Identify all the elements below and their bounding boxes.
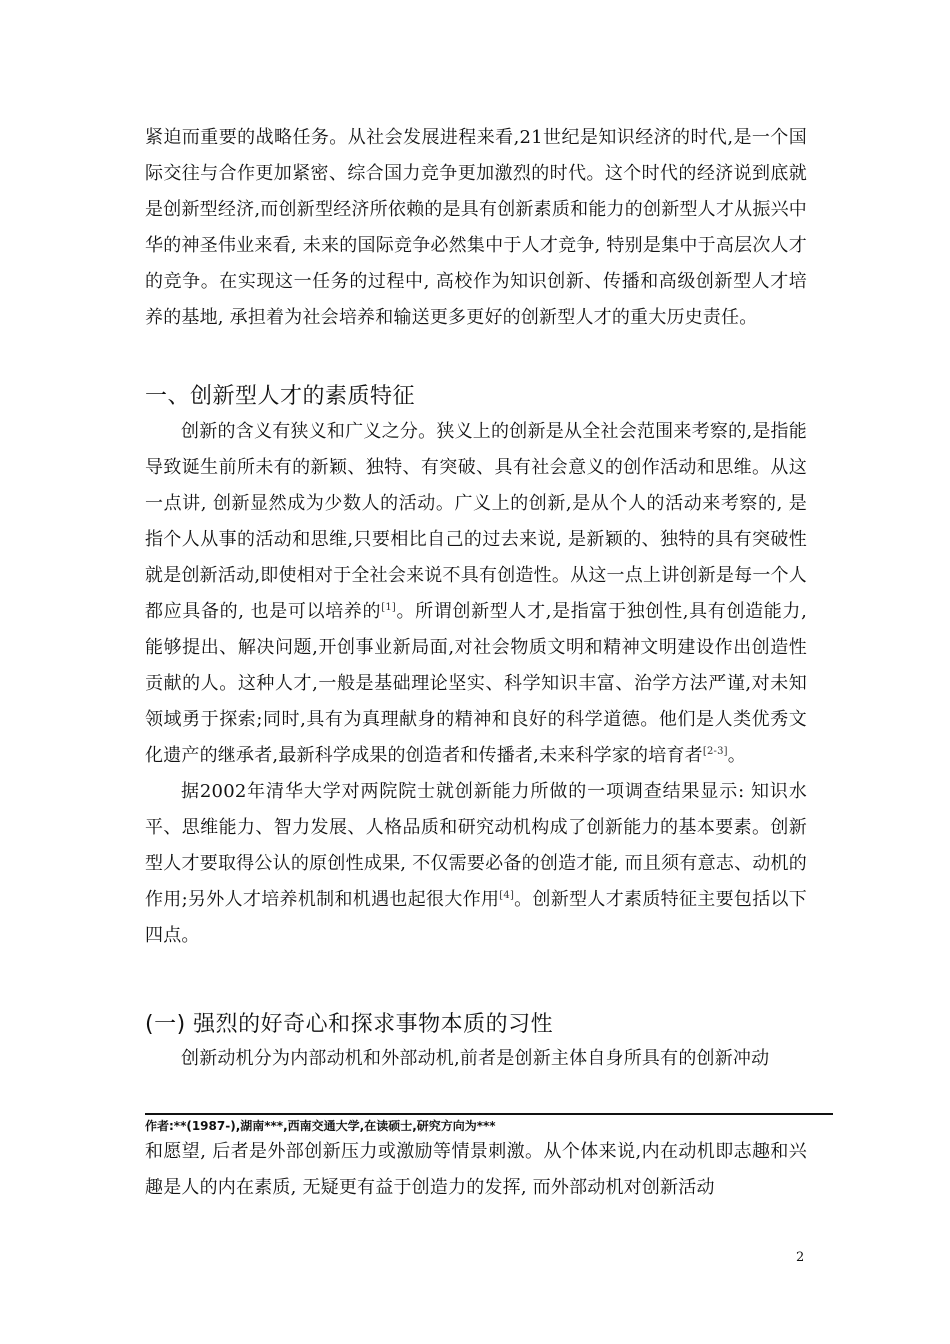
paragraph-text: 。创新型人才素质特征主要包括以下四点。 xyxy=(145,889,808,946)
intro-paragraph xyxy=(145,120,807,336)
paragraph-motivation: 创新动机分为内部动机和外部动机,前者是创新主体自身所具有的创新冲动 xyxy=(181,1048,770,1069)
continuation-text: 和愿望, 后者是外部创新压力或激励等情景刺激。从个体来说,内在动机即志趣和兴趣是人的内在素质, 无疑更有益于创造力的发挥, 而外部动机对创新活动 xyxy=(145,1141,807,1198)
author-footnote: 作者:**(1987-),湖南***,西南交通大学,在读硕士,研究方向为*** xyxy=(145,1119,496,1133)
subsection-body xyxy=(145,1041,807,1077)
citation-ref: [4] xyxy=(499,890,515,901)
section-heading: 一、创新型人才的素质特征 xyxy=(145,384,416,409)
citation-ref: [2-3] xyxy=(702,746,728,757)
page-number: 2 xyxy=(796,1250,805,1265)
footnote-divider xyxy=(145,1113,833,1115)
paragraph-text: 。所谓创新型人才,是指富于独创性,具有创造能力,能够提出、解决问题,开创事业新局面,对社会物质文明和精神文明建设作出创造性贡献的人。这种人才,一般是基础理论坚实、科学知识丰富、治学方法严谨,对未知领域勇于探索;同时,具有为真理献身的精神和良好的科学道德。他们是人类优秀文化遗产的继承者,最新科学成果的创造者和传播者,未来科学家的培育者 xyxy=(145,601,808,766)
subsection-heading: (一) 强烈的好奇心和探求事物本质的习性 xyxy=(145,1012,554,1037)
paragraph-innovation-definition xyxy=(145,414,807,774)
section-body xyxy=(145,414,807,954)
paragraph-survey xyxy=(145,774,807,954)
continuation-paragraph xyxy=(145,1134,807,1206)
paragraph-text: 据2002年清华大学对两院院士就创新能力所做的一项调查结果显示: 知识水平、思维能力、智力发展、人格品质和研究动机构成了创新能力的基本要素。创新型人才要取得公认的原创性成果, 不仅需要必备的创造才能, 而且须有意志、动机的作用;另外人才培养机制和机遇也起很大作用 xyxy=(145,781,807,910)
paragraph-text: 创新的含义有狭义和广义之分。狭义上的创新是从全社会范围来考察的,是指能导致诞生前所未有的新颖、独特、有突破、具有社会意义的创作活动和思维。从这一点讲, 创新显然成为少数人的活动。广义上的创新,是从个人的活动来考察的, 是指个人从事的活动和思维,只要相比自己的过去来说, 是新颖的、独特的具有突破性就是创新活动,即使相对于全社会来说不具有创造性。从这一点上讲创新是每一个人都应具备的, 也是可以培养的 xyxy=(145,421,807,622)
citation-ref: [1] xyxy=(381,602,396,613)
paragraph-text: 。 xyxy=(727,745,746,766)
intro-text: 紧迫而重要的战略任务。从社会发展进程来看,21世纪是知识经济的时代,是一个国际交往与合作更加紧密、综合国力竞争更加激烈的时代。这个时代的经济说到底就是创新型经济,而创新型经济所依赖的是具有创新素质和能力的创新型人才从振兴中华的神圣伟业来看, 未来的国际竞争必然集中于人才竞争, 特别是集中于高层次人才的竞争。在实现这一任务的过程中, 高校作为知识创新、传播和高级创新型人才培养的基地, 承担着为社会培养和输送更多更好的创新型人才的重大历史责任。 xyxy=(145,127,807,328)
